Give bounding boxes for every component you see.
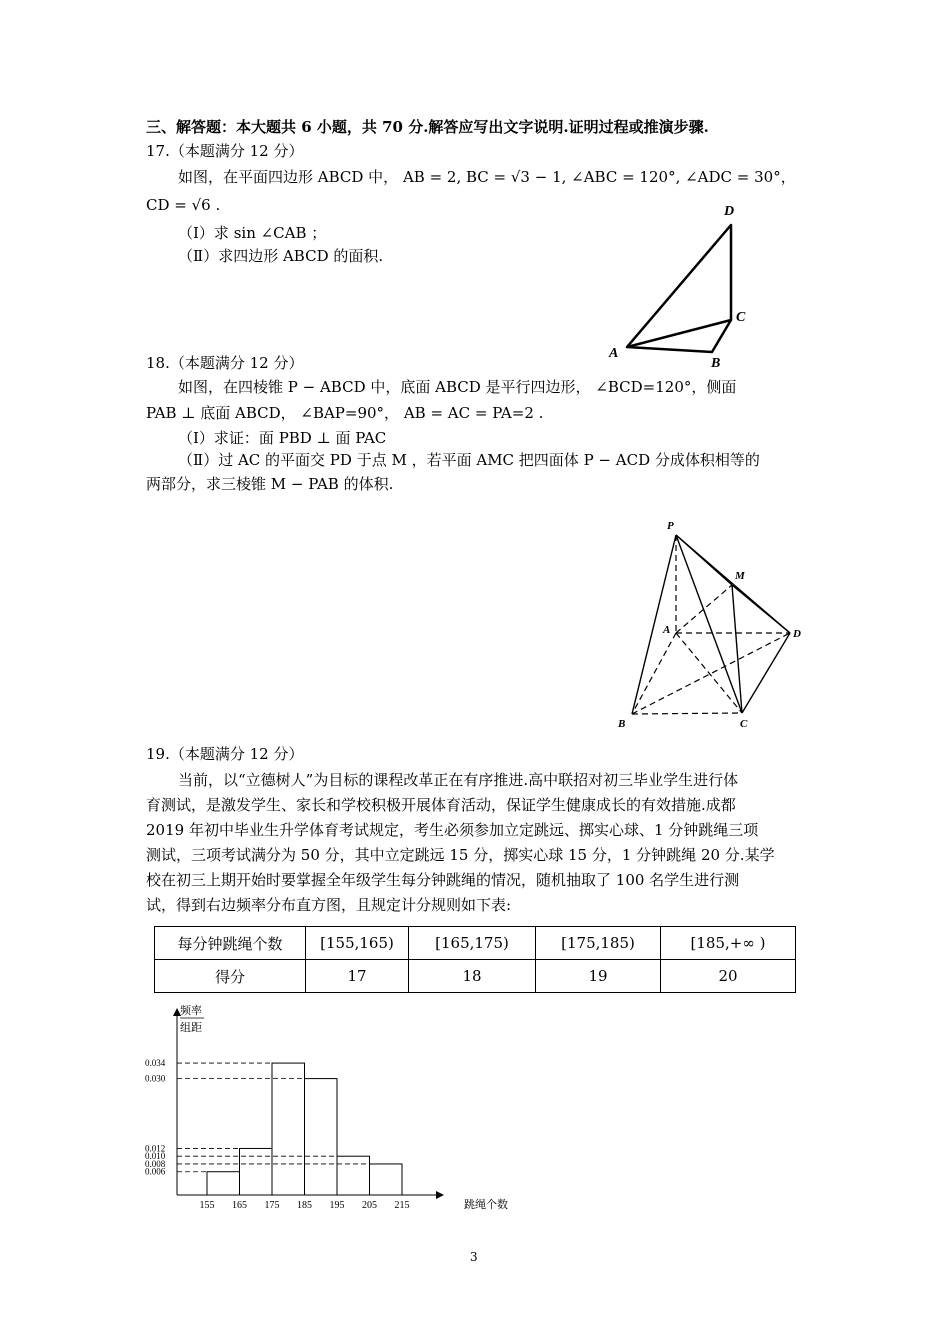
x-tick-label: 175 (264, 1200, 280, 1211)
score-table-cell: [165,175) (409, 927, 536, 960)
y-axis-label-bottom: 组距 (180, 1022, 202, 1034)
histogram-bar (240, 1148, 273, 1195)
score-table-cell: 每分钟跳绳个数 (155, 927, 306, 960)
q17-label-b: B (711, 356, 721, 370)
y-tick-label: 0.034 (145, 1058, 166, 1069)
page-number: 3 (470, 1250, 478, 1264)
q19-para-line: 当前，以“立德树人”为目标的课程改革正在有序推进.高中联招对初三毕业学生进行体 (178, 771, 739, 789)
score-table-row (155, 927, 796, 960)
q18-part2b: 两部分，求三棱锥 M − PAB 的体积. (146, 475, 394, 493)
q17-line1: 如图，在平面四边形 ABCD 中， AB = 2, BC = √3 − 1, ∠ABC = 120°, ∠ADC = 30°， (178, 168, 796, 186)
q19-para-line: 校在初三上期开始时要掌握全年级学生每分钟跳绳的情况，随机抽取了 100 名学生进行测 (146, 871, 740, 889)
x-tick-label: 185 (297, 1200, 312, 1211)
x-tick-label: 165 (232, 1200, 247, 1211)
histogram-bar (337, 1156, 370, 1195)
q18-label-d: D (793, 628, 801, 640)
histogram-bar (305, 1079, 338, 1195)
q18-part2a: （Ⅱ）过 AC 的平面交 PD 于点 M ，若平面 AMC 把四面体 P − ACD 分成体积相等的 (178, 451, 760, 469)
section-title: 三、解答题：本大题共 6 小题，共 70 分.解答应写出文字说明.证明过程或推演步骤. (146, 118, 709, 136)
q18-line2: PAB ⊥ 底面 ABCD， ∠BAP=90°， AB = AC = PA=2 . (146, 404, 544, 422)
q18-label-a: A (663, 624, 671, 636)
q18-header: 18.（本题满分 12 分） (146, 354, 304, 372)
q17-part1: （Ⅰ）求 sin ∠CAB ； (178, 224, 327, 242)
score-table (154, 926, 796, 993)
q18-label-b: B (618, 718, 626, 730)
q19-para-line: 2019 年初中毕业生升学体育考试规定，考生必须参加立定跳远、掷实心球、1 分钟跳绳三项 (146, 821, 759, 839)
q18-label-c: C (740, 718, 748, 730)
score-table-cell: 20 (661, 960, 796, 993)
q19-header: 19.（本题满分 12 分） (146, 745, 304, 763)
x-tick-label: 195 (329, 1200, 345, 1211)
q17-part2: （Ⅱ）求四边形 ABCD 的面积. (178, 247, 384, 265)
score-table-cell: [185,+∞ ) (661, 927, 796, 960)
y-tick-label: 0.006 (145, 1166, 166, 1177)
y-tick-label: 0.010 (145, 1151, 166, 1162)
q17-label-a: A (609, 346, 619, 361)
q19-para-line: 试，得到右边频率分布直方图，且规定计分规则如下表: (146, 896, 512, 914)
x-tick-label: 155 (199, 1200, 215, 1211)
score-table-cell: 18 (409, 960, 536, 993)
q19-para-line: 育测试，是激发学生、家长和学校积极开展体育活动，保证学生健康成长的有效措施.成都 (146, 796, 736, 814)
q19-para-line: 测试，三项考试满分为 50 分，其中立定跳远 15 分，掷实心球 15 分，1 分钟跳绳 20 分.某学 (146, 846, 775, 864)
q18-figure (610, 515, 810, 733)
histogram-bar (207, 1172, 240, 1195)
q18-part1: （Ⅰ）求证：面 PBD ⊥ 面 PAC (178, 429, 387, 447)
q18-line1: 如图，在四棱锥 P − ABCD 中，底面 ABCD 是平行四边形， ∠BCD=120°，侧面 (178, 378, 737, 396)
q17-line2: CD = √6 . (146, 196, 221, 214)
score-table-cell: 19 (536, 960, 661, 993)
x-axis-label: 跳绳个数 (464, 1199, 508, 1211)
q17-label-d: D (724, 204, 735, 219)
q18-label-p: P (667, 520, 674, 532)
frequency-histogram (140, 1000, 540, 1220)
y-tick-label: 0.008 (145, 1158, 166, 1169)
y-axis-label-top: 频率 (180, 1005, 202, 1017)
score-table-cell: [155,165) (306, 927, 409, 960)
x-tick-label: 205 (362, 1200, 377, 1211)
score-table-cell: 得分 (155, 960, 306, 993)
q17-figure (600, 195, 760, 370)
histogram-bar (370, 1164, 403, 1195)
q17-label-c: C (736, 310, 746, 325)
y-tick-label: 0.030 (145, 1073, 166, 1084)
score-table-row (155, 960, 796, 993)
x-tick-label: 215 (394, 1200, 410, 1211)
score-table-cell: [175,185) (536, 927, 661, 960)
q17-header: 17.（本题满分 12 分） (146, 142, 304, 160)
q18-label-m: M (735, 570, 745, 582)
score-table-cell: 17 (306, 960, 409, 993)
histogram-bar (272, 1063, 305, 1195)
y-tick-label: 0.012 (145, 1143, 166, 1154)
